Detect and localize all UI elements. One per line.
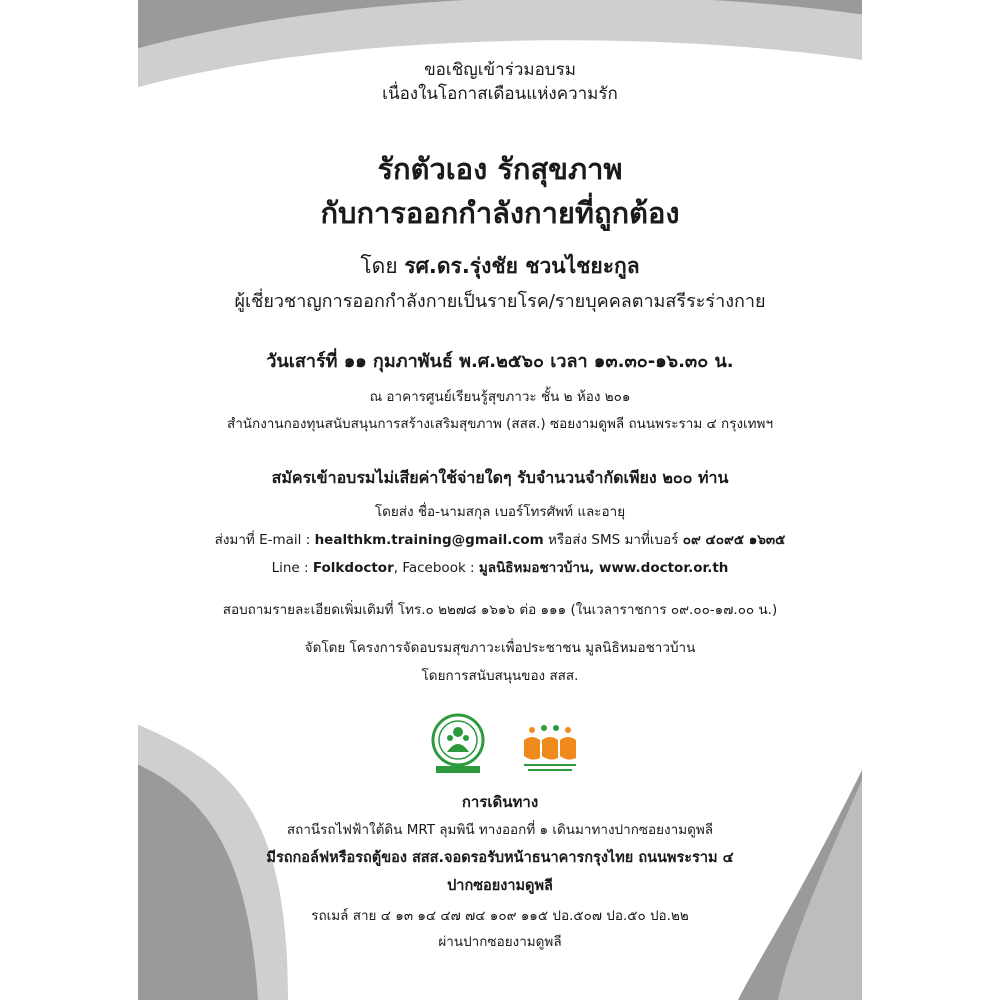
- intro-line-1: ขอเชิญเข้าร่วมอบรม: [424, 60, 576, 80]
- facebook-link[interactable]: มูลนิธิหมอชาวบ้าน, www.doctor.or.th: [478, 560, 729, 576]
- facebook-prefix: , Facebook :: [393, 560, 479, 576]
- registration-social-line: [138, 556, 862, 578]
- speaker-role: ผู้เชี่ยวชาญการออกกำลังกายเป็นรายโรค/รายบุคคลตามสรีระร่างกาย: [234, 291, 766, 312]
- email-prefix: ส่งมาที่ E-mail :: [214, 532, 315, 548]
- inquiry-line: สอบถามรายละเอียดเพิ่มเติมที่ โทร.๐ ๒๒๗๘ ๑๖๑๖ ต่อ ๑๑๑ (ในเวลาราชการ ๐๙.๐๐-๑๗.๐๐ น.): [222, 602, 778, 618]
- line-prefix: Line :: [271, 560, 313, 576]
- sms-number: ๐๙ ๔๐๙๕ ๑๖๓๕: [682, 532, 786, 548]
- organizer-line-2: โดยการสนับสนุนของ สสส.: [421, 668, 579, 684]
- title-line-2: กับการออกกำลังกายที่ถูกต้อง: [320, 196, 680, 230]
- poster-content: [138, 0, 862, 1000]
- intro-line-2: เนื่องในโอกาสเดือนแห่งความรัก: [382, 84, 618, 104]
- travel-bus-line-2: ผ่านปากซอยงามดูพลี: [438, 934, 562, 950]
- thaihealth-logo: [518, 724, 582, 776]
- sms-prefix: หรือส่ง SMS มาที่เบอร์: [543, 532, 683, 548]
- travel-shuttle-line-2: ปากซอยงามดูพลี: [447, 878, 553, 894]
- folkdoctor-foundation-logo: [428, 712, 492, 776]
- travel-bus-line-1: รถเมล์ สาย ๔ ๑๓ ๑๔ ๔๗ ๗๔ ๑๐๙ ๑๑๕ ปอ.๕๐๗ ปอ.๕๐ ปอ.๒๒: [311, 908, 689, 924]
- travel-heading: การเดินทาง: [461, 793, 539, 811]
- travel-mrt: สถานีรถไฟฟ้าใต้ดิน MRT ลุมพินี ทางออกที่ ๑ เดินมาทางปากซอยงามดูพลี: [286, 822, 714, 838]
- event-venue: ณ อาคารศูนย์เรียนรู้สุขภาวะ ชั้น ๒ ห้อง ๒๐๑: [369, 389, 631, 405]
- email-address[interactable]: healthkm.training@gmail.com: [314, 532, 544, 548]
- registration-headline: สมัครเข้าอบรมไม่เสียค่าใช้จ่ายใดๆ รับจำนวนจำกัดเพียง ๒๐๐ ท่าน: [271, 468, 729, 487]
- event-date: วันเสาร์ที่ ๑๑ กุมภาพันธ์ พ.ศ.๒๕๖๐ เวลา ๑๓.๓๐-๑๖.๓๐ น.: [266, 351, 734, 372]
- invitation-poster: [138, 0, 862, 1000]
- speaker-name: รศ.ดร.รุ่งชัย ชวนไชยะกูล: [404, 254, 640, 278]
- organizer-line-1: จัดโดย โครงการจัดอบรมสุขภาวะเพื่อประชาชน มูลนิธิหมอชาวบ้าน: [304, 640, 696, 656]
- speaker-line: [138, 250, 862, 283]
- title-line-1: รักตัวเอง รักสุขภาพ: [377, 152, 623, 186]
- registration-email-line: [138, 528, 862, 550]
- travel-shuttle-line-1: มีรถกอล์ฟหรือรถตู้ของ สสส.จอดรอรับหน้าธนาคารกรุงไทย ถนนพระราม ๔: [266, 850, 734, 866]
- registration-send-info: โดยส่ง ชื่อ-นามสกุล เบอร์โทรศัพท์ และอายุ: [374, 504, 626, 520]
- line-id: Folkdoctor: [312, 560, 394, 576]
- speaker-prefix: โดย: [360, 254, 405, 278]
- event-address: สำนักงานกองทุนสนับสนุนการสร้างเสริมสุขภาพ (สสส.) ซอยงามดูพลี ถนนพระราม ๔ กรุงเทพฯ: [226, 416, 774, 432]
